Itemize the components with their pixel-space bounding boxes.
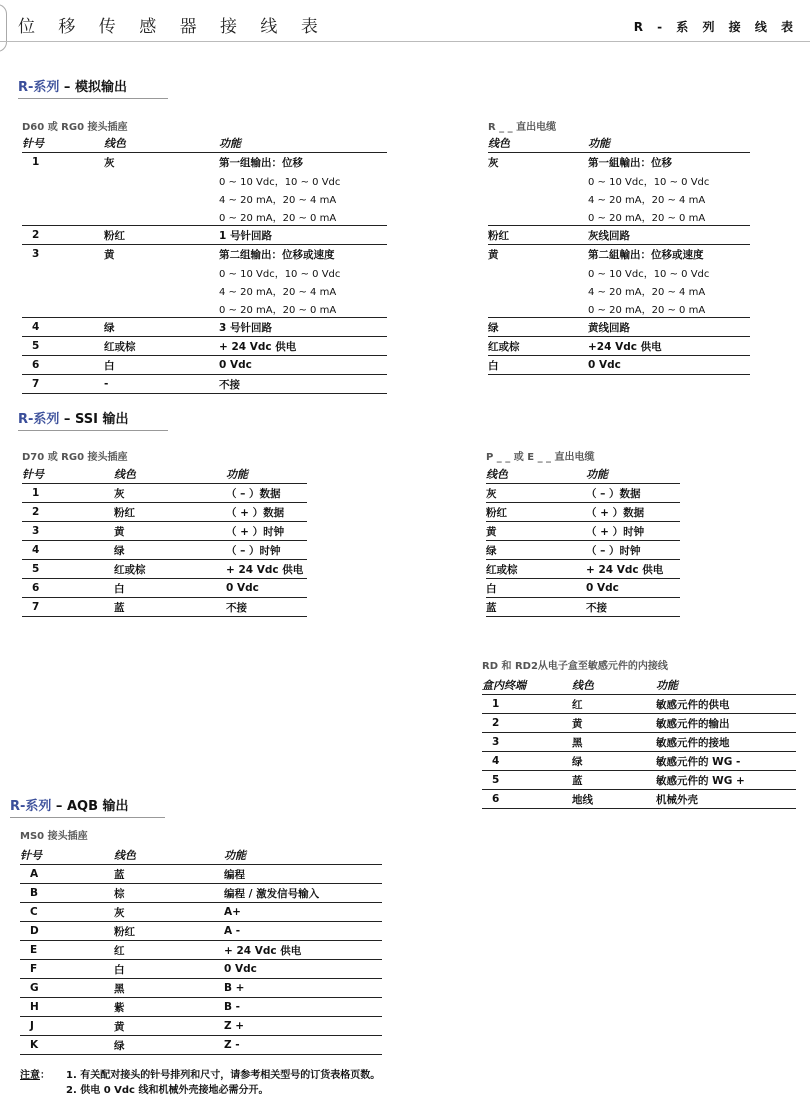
function-cell: 编程 (224, 865, 382, 884)
pin-cell: F (20, 960, 114, 979)
table-row (22, 484, 307, 503)
pe-cable-table (486, 466, 680, 617)
empty-cell (488, 171, 588, 189)
series-title: R - 系 列 接 线 表 (633, 20, 798, 34)
header-color: 线色 (114, 466, 226, 484)
function-cell: 0 Vdc (588, 356, 750, 375)
empty-cell (488, 263, 588, 281)
table-sub-row (488, 281, 750, 299)
pe-cable-caption: P _ _ 或 E _ _ 直出电缆 (486, 452, 595, 463)
wire-color-cell: 灰 (114, 484, 226, 503)
wire-color-cell: 粉红 (486, 503, 586, 522)
empty-cell (104, 299, 219, 318)
signal-range-cell: 0 ~ 20 mA，20 ~ 0 mA (219, 207, 387, 226)
pe-cable-table-wrap (486, 466, 680, 617)
signal-range-cell: 0 ~ 10 Vdc，10 ~ 0 Vdc (219, 268, 341, 280)
wire-color-cell: 绿 (486, 541, 586, 560)
table-row (486, 579, 680, 598)
pin-cell: 6 (22, 356, 104, 375)
signal-range-cell: 0 ~ 10 Vdc，10 ~ 0 Vdc (588, 176, 710, 188)
function-cell: A - (224, 922, 382, 941)
notes-label: 注意 (20, 1070, 40, 1081)
table-row (22, 226, 387, 245)
d60-caption: D60 或 RG0 接头插座 (22, 122, 128, 133)
table-sub-row (22, 299, 387, 318)
table-row (486, 541, 680, 560)
function-cell: A+ (224, 903, 382, 922)
signal-range-cell: 0 ~ 20 mA，20 ~ 0 mA (588, 299, 750, 318)
d60-table (22, 135, 387, 394)
table-row (20, 960, 382, 979)
table-row (488, 337, 750, 356)
wire-color-cell: 灰 (114, 903, 224, 922)
pin-cell: A (20, 865, 114, 884)
signal-range-cell: 0 ~ 20 mA，20 ~ 0 mA (219, 299, 387, 318)
pin-cell: 1 (482, 695, 572, 714)
header-divider (0, 41, 810, 42)
pin-cell: J (20, 1017, 114, 1036)
function-cell: 第一組輸出：位移 (588, 156, 672, 169)
wire-color-cell: 红或棕 (114, 560, 226, 579)
table-row (22, 522, 307, 541)
empty-cell (22, 281, 104, 299)
function-cell: 敏感元件的输出 (656, 714, 796, 733)
r-cable-table (488, 135, 750, 375)
section-title-analog: R-系列 – 模拟输出 (18, 76, 168, 99)
table-sub-row (22, 281, 387, 299)
signal-range-cell: 4 ~ 20 mA，20 ~ 4 mA (219, 286, 337, 298)
wire-color-cell: 紫 (114, 998, 224, 1017)
wire-color-cell: - (104, 375, 219, 394)
header-color: 线色 (488, 135, 588, 153)
function-cell: 第二組輸出：位移或速度 (588, 248, 704, 261)
table-row (486, 522, 680, 541)
function-cell: B + (224, 979, 382, 998)
empty-cell (22, 189, 104, 207)
function-cell: 0 Vdc (226, 579, 307, 598)
table-sub-row (488, 189, 750, 207)
d70-table (22, 466, 307, 617)
signal-range-cell: 0 ~ 10 Vdc，10 ~ 0 Vdc (219, 176, 341, 188)
wire-color-cell: 蓝 (572, 771, 656, 790)
wire-color-cell: 蓝 (114, 865, 224, 884)
empty-cell (104, 281, 219, 299)
pin-cell: K (20, 1036, 114, 1055)
header-function: 功能 (588, 135, 750, 153)
wire-color-cell: 蓝 (486, 598, 586, 617)
signal-range-cell: 4 ~ 20 mA，20 ~ 4 mA (588, 194, 706, 206)
wire-color-cell: 灰 (488, 156, 499, 169)
note-2: 2. 供电 0 Vdc 线和机械外壳接地必需分开。 (66, 1085, 269, 1096)
table-row (482, 714, 796, 733)
table-row (488, 245, 750, 264)
table-row (22, 503, 307, 522)
table-row (20, 979, 382, 998)
wire-color-cell: 黄 (114, 1017, 224, 1036)
table-row (486, 560, 680, 579)
table-row (20, 998, 382, 1017)
wire-color-cell: 绿 (114, 541, 226, 560)
function-cell: （ + ）时钟 (586, 522, 680, 541)
table-row (482, 733, 796, 752)
table-sub-row (22, 171, 387, 189)
signal-range-cell: 4 ~ 20 mA，20 ~ 4 mA (588, 286, 706, 298)
function-cell: 敏感元件的接地 (656, 733, 796, 752)
wire-color-cell: 黄 (114, 522, 226, 541)
table-sub-row (22, 207, 387, 226)
notes: 注意： (20, 1070, 50, 1081)
table-row (488, 318, 750, 337)
table-sub-row (22, 189, 387, 207)
wire-color-cell: 黄 (488, 248, 499, 261)
function-cell: 不接 (219, 375, 387, 394)
function-cell: 机械外壳 (656, 790, 796, 809)
function-cell: 0 Vdc (224, 960, 382, 979)
pin-cell: E (20, 941, 114, 960)
wire-color-cell: 黄 (104, 248, 115, 261)
table-row (488, 153, 750, 172)
table-row (20, 903, 382, 922)
table-row (482, 695, 796, 714)
pin-cell: 3 (482, 733, 572, 752)
wire-color-cell: 粉红 (114, 922, 224, 941)
function-cell: 敏感元件的 WG - (656, 752, 796, 771)
table-row (22, 579, 307, 598)
function-cell: B - (224, 998, 382, 1017)
table-row (486, 503, 680, 522)
pin-cell: 1 (22, 484, 114, 503)
table-row (22, 318, 387, 337)
ms0-caption: MS0 接头插座 (20, 831, 88, 842)
wire-color-cell: 灰 (486, 484, 586, 503)
note-1: 1. 有关配对接头的针号排列和尺寸，请参考相关型号的订货表格页数。 (66, 1070, 381, 1081)
table-row (482, 771, 796, 790)
function-cell: 不接 (586, 598, 680, 617)
wire-color-cell: 棕 (114, 884, 224, 903)
d70-caption: D70 或 RG0 接头插座 (22, 452, 128, 463)
function-cell: 黄线回路 (588, 318, 750, 337)
pin-cell: B (20, 884, 114, 903)
header-color: 线色 (104, 135, 219, 153)
function-cell: + 24 Vdc 供电 (224, 941, 382, 960)
function-cell: （ + ）时钟 (226, 522, 307, 541)
function-cell: 第二组输出：位移或速度 (219, 248, 335, 261)
function-cell: （ – ）时钟 (586, 541, 680, 560)
wire-color-cell: 绿 (572, 752, 656, 771)
wire-color-cell: 黑 (572, 733, 656, 752)
pin-cell: H (20, 998, 114, 1017)
function-cell: （ + ）数据 (586, 503, 680, 522)
header-color: 线色 (486, 466, 586, 484)
table-row (20, 1017, 382, 1036)
header-pin: 针号 (22, 135, 104, 153)
empty-cell (22, 207, 104, 226)
table-row (488, 356, 750, 375)
table-row (22, 153, 387, 172)
wire-color-cell: 灰 (104, 156, 115, 169)
page-edge-curve (0, 4, 7, 52)
function-cell: 编程 / 激发信号输入 (224, 884, 382, 903)
function-cell: （ – ）数据 (586, 484, 680, 503)
table-row (486, 484, 680, 503)
header-function: 功能 (224, 847, 382, 865)
wire-color-cell: 白 (488, 356, 588, 375)
wire-color-cell: 地线 (572, 790, 656, 809)
table-row (22, 337, 387, 356)
header-terminal: 盒内终端 (482, 677, 572, 695)
function-cell: +24 Vdc 供电 (588, 337, 750, 356)
header-function: 功能 (219, 135, 387, 153)
page-title: 位 移 传 感 器 接 线 表 (18, 17, 327, 37)
function-cell: 敏感元件的供电 (656, 695, 796, 714)
header-function: 功能 (226, 466, 307, 484)
pin-cell: 4 (22, 541, 114, 560)
function-cell: （ – ）时钟 (226, 541, 307, 560)
wire-color-cell: 白 (104, 356, 219, 375)
empty-cell (488, 207, 588, 226)
wire-color-cell: 绿 (488, 318, 588, 337)
pin-cell: 4 (22, 318, 104, 337)
function-cell: 敏感元件的 WG + (656, 771, 796, 790)
pin-cell: C (20, 903, 114, 922)
pin-cell: 6 (22, 579, 114, 598)
signal-range-cell: 0 ~ 10 Vdc，10 ~ 0 Vdc (588, 268, 710, 280)
pin-cell: 7 (22, 598, 114, 617)
rd-table-wrap (482, 677, 796, 809)
header-color: 线色 (572, 677, 656, 695)
table-row (482, 790, 796, 809)
function-cell: 灰线回路 (588, 226, 750, 245)
ms0-table-wrap (20, 847, 382, 1055)
table-sub-row (488, 299, 750, 318)
table-sub-row (22, 263, 387, 281)
pin-cell: 4 (482, 752, 572, 771)
pin-cell: 7 (22, 375, 104, 394)
function-cell: 0 Vdc (586, 579, 680, 598)
empty-cell (22, 171, 104, 189)
wire-color-cell: 白 (114, 579, 226, 598)
table-row (20, 922, 382, 941)
function-cell: 1 号针回路 (219, 226, 387, 245)
wire-color-cell: 红或棕 (104, 337, 219, 356)
function-cell: 3 号针回路 (219, 318, 387, 337)
wire-color-cell: 红 (572, 695, 656, 714)
pin-cell: 6 (482, 790, 572, 809)
wire-color-cell: 红或棕 (486, 560, 586, 579)
wire-color-cell: 粉红 (114, 503, 226, 522)
rd-table (482, 677, 796, 809)
function-cell: 第一组输出：位移 (219, 156, 303, 169)
wire-color-cell: 粉红 (104, 226, 219, 245)
r-cable-caption: R _ _ 直出电缆 (488, 122, 557, 133)
function-cell: （ + ）数据 (226, 503, 307, 522)
table-sub-row (488, 263, 750, 281)
table-row (20, 941, 382, 960)
pin-cell: D (20, 922, 114, 941)
function-cell: Z + (224, 1017, 382, 1036)
r-cable-table-wrap (488, 135, 750, 375)
function-cell: + 24 Vdc 供电 (586, 560, 680, 579)
wire-color-cell: 白 (114, 960, 224, 979)
section-title-aqb: R-系列 – AQB 输出 (10, 795, 165, 818)
function-cell: 0 Vdc (219, 356, 387, 375)
header-color: 线色 (114, 847, 224, 865)
empty-cell (22, 263, 104, 281)
table-row (22, 375, 387, 394)
empty-cell (104, 207, 219, 226)
d70-table-wrap (22, 466, 307, 617)
header-pin: 针号 (20, 847, 114, 865)
section-title-ssi: R-系列 – SSI 输出 (18, 408, 168, 431)
wire-color-cell: 绿 (104, 318, 219, 337)
wire-color-cell: 红或棕 (488, 337, 588, 356)
table-row (482, 752, 796, 771)
wire-color-cell: 黄 (486, 522, 586, 541)
function-cell: + 24 Vdc 供电 (226, 560, 307, 579)
d60-table-wrap (22, 135, 387, 394)
signal-range-cell: 4 ~ 20 mA，20 ~ 4 mA (219, 194, 337, 206)
empty-cell (104, 263, 219, 281)
header-function: 功能 (586, 466, 680, 484)
wire-color-cell: 黄 (572, 714, 656, 733)
function-cell: （ – ）数据 (226, 484, 307, 503)
wire-color-cell: 白 (486, 579, 586, 598)
empty-cell (104, 171, 219, 189)
table-row (20, 1036, 382, 1055)
table-sub-row (488, 171, 750, 189)
empty-cell (22, 299, 104, 318)
pin-cell: G (20, 979, 114, 998)
wire-color-cell: 黑 (114, 979, 224, 998)
header-function: 功能 (656, 677, 796, 695)
empty-cell (488, 189, 588, 207)
table-row (22, 560, 307, 579)
pin-cell: 5 (482, 771, 572, 790)
empty-cell (488, 299, 588, 318)
table-row (22, 598, 307, 617)
pin-cell: 2 (482, 714, 572, 733)
empty-cell (488, 281, 588, 299)
table-row (22, 541, 307, 560)
table-row (488, 226, 750, 245)
wire-color-cell: 红 (114, 941, 224, 960)
table-row (20, 884, 382, 903)
pin-cell: 5 (22, 337, 104, 356)
ms0-table (20, 847, 382, 1055)
pin-cell: 3 (32, 248, 40, 260)
pin-cell: 5 (22, 560, 114, 579)
table-row (20, 865, 382, 884)
signal-range-cell: 0 ~ 20 mA，20 ~ 0 mA (588, 207, 750, 226)
header-pin: 针号 (22, 466, 114, 484)
rd-caption: RD 和 RD2从电子盒至敏感元件的内接线 (482, 661, 668, 672)
pin-cell: 1 (32, 156, 40, 168)
wire-color-cell: 粉红 (488, 226, 588, 245)
wire-color-cell: 绿 (114, 1036, 224, 1055)
table-row (22, 245, 387, 264)
table-row (486, 598, 680, 617)
function-cell: + 24 Vdc 供电 (219, 337, 387, 356)
function-cell: Z - (224, 1036, 382, 1055)
table-sub-row (488, 207, 750, 226)
function-cell: 不接 (226, 598, 307, 617)
pin-cell: 2 (22, 503, 114, 522)
empty-cell (104, 189, 219, 207)
pin-cell: 2 (22, 226, 104, 245)
pin-cell: 3 (22, 522, 114, 541)
wire-color-cell: 蓝 (114, 598, 226, 617)
table-row (22, 356, 387, 375)
